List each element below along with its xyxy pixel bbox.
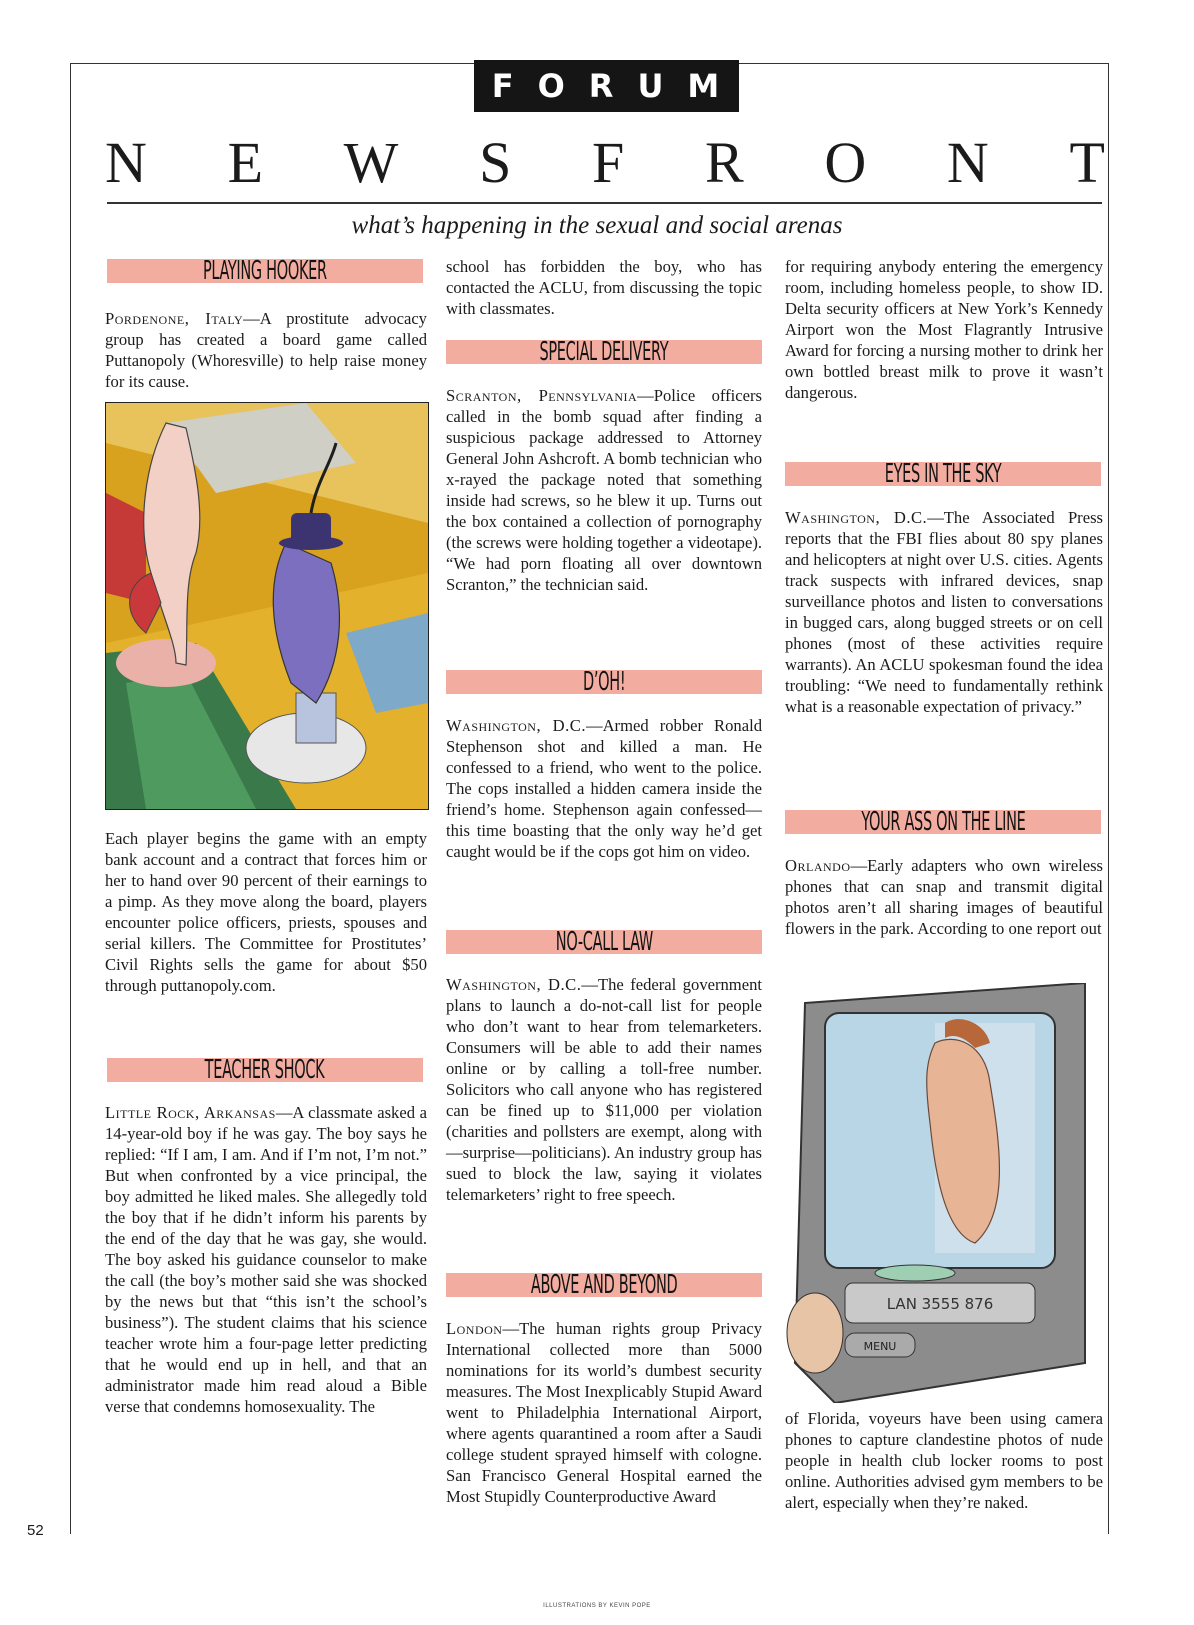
dateline: Washington, D.C. <box>785 508 928 527</box>
article-delivery-body: Scranton, Pennsylvania—Police officers called in the bomb squad after finding a suspicious package addressed to Attorney General John Ashcroft. A bomb technician who x-rayed the package noted that something inside had screws, so he blew it up. Turns out the box contained a collection of pornography (the screws were holding together a videotape). “We had porn floating all over downtown Scranton,” the technician said. <box>446 386 763 594</box>
masthead-letter: F <box>592 129 625 195</box>
illustration-credit: ILLUSTRATIONS BY KEVIN POPE <box>543 1603 651 1609</box>
masthead-letter: O <box>824 129 867 195</box>
headline-no-call-law: NO-CALL LAW <box>446 930 762 954</box>
dateline: Orlando <box>785 856 851 875</box>
headline-playing-hooker: PLAYING HOOKER <box>107 259 423 283</box>
phone-display-text: LAN 3555 876 <box>886 1295 994 1313</box>
phone-menu-label: MENU <box>863 1340 897 1353</box>
masthead-letter: W <box>343 129 399 195</box>
headline-eyes-in-the-sky: EYES IN THE SKY <box>785 462 1101 486</box>
article-teacher-body: Little Rock, Arkansas—A classmate asked a 14-year-old boy if he was gay. The boy says he replied: “If I am, I am. And if I’m not, I’m not.” But when confronted by a vice principal, the boy admitted he liked males. She allegedly told the boy that if he didn’t inform his parents by the end of the day that he was gay, she would. The boy asked his guidance counselor to make the call (the boy’s mother said she was shocked by the news but that “this isn’t the school’s business”). The student claims that his science teacher wrote him a four-page letter predicting that he would end up in hell, and that an administrator made him read aloud a Bible verse that condemns homosexuality. The <box>105 1103 427 1416</box>
article-beyond-continued: for requiring anybody entering the emergency room, including homeless people, to show ID. Delta security officers at New York’s Kennedy Airport won the Most Flagrantly Intrusive Award for forcing a nursing mother to drink her own bottled breast milk to prove it wasn’t dangerous. <box>785 257 1103 402</box>
headline-teacher-shock: TEACHER SHOCK <box>107 1058 423 1082</box>
article-ass-continued: of Florida, voyeurs have been using camera phones to capture clandestine photos of nude people in health club locker rooms to post online. Authorities advised gym members to be alert, especially when they’re naked. <box>785 1409 1103 1512</box>
dateline: Washington, D.C. <box>446 716 586 735</box>
masthead-letter: T <box>1069 129 1105 195</box>
article-nocall-body: Washington, D.C.—The federal government plans to launch a do-not-call list for people who don’t want to hear from telemarketers. Consumers will be able to add their names online or by calling a toll-free number. Solicitors who call anyone who has registered can be fined up to $11,000 per violation (charities and pollsters are exempt, along with—surprise—politicians). An industry group has sued to block the law, saying it violates telemarketers’ right to free speech. <box>446 975 762 1204</box>
dateline: Scranton, Pennsylvania <box>446 386 638 405</box>
dateline: Little Rock, Arkansas <box>105 1103 276 1122</box>
article-hooker-lead: Pordenone, Italy—A prostitute advocacy group has created a board game called Puttanopoly (Whoresville) to help raise money for its cause. <box>105 309 427 391</box>
headline-doh: D’OH! <box>446 670 762 694</box>
headline-your-ass-on-the-line: YOUR ASS ON THE LINE <box>785 810 1101 834</box>
headline-special-delivery: SPECIAL DELIVERY <box>446 340 762 364</box>
article-beyond-body: London—The human rights group Privacy International collected more than 5000 nominations for its world’s dumbest security measures. The Most Inexplicably Stupid Award went to Philadelphia International Airport, where agents quarantined a room after a Saudi college student sprayed himself with cologne. San Francisco General Hospital earned the Most Stupidly Counterproductive Award <box>446 1319 762 1506</box>
masthead-letter: E <box>227 129 263 195</box>
dateline: Pordenone, Italy <box>105 309 244 328</box>
article-hooker-body: Each player begins the game with an empty bank account and a contract that forces him or her to hand over 90 percent of their earnings to a pimp. As they move along the board, players encounter police officers, priests, spouses and serial killers. The Committee for Prostitutes’ Civil Rights sells the game for about $50 through puttanopoly.com. <box>105 829 427 995</box>
masthead-rule <box>107 202 1102 204</box>
page-number: 52 <box>27 1522 44 1539</box>
tagline: what’s happening in the sexual and social arenas <box>351 212 843 239</box>
masthead-letter: N <box>946 129 989 195</box>
article-sky-body: Washington, D.C.—The Associated Press reports that the FBI flies about 80 spy planes and helicopters at night over U.S. cities. Agents track suspects with infrared devices, snap surveillance photos and listen to conversations in bugged cars, along bugged streets or on cell phones (most of these activities require warrants). An ACLU spokesman found the idea troubling: “We need to fundamentally rethink what is a reasonable expectation of privacy.” <box>785 508 1103 716</box>
dateline: Washington, D.C. <box>446 975 582 994</box>
article-ass-body: Orlando—Early adapters who own wireless phones that can snap and transmit digital photos aren’t all sharing images of beautiful flowers in the park. According to one report out <box>785 856 1103 938</box>
masthead-letter: S <box>479 129 512 195</box>
masthead <box>105 130 1105 194</box>
dateline: London <box>446 1319 503 1338</box>
masthead-letter: R <box>704 129 744 195</box>
masthead-letter: N <box>105 129 147 195</box>
article-doh-body: Washington, D.C.—Armed robber Ronald Stephenson shot and killed a man. He confessed to a friend, who went to the police. The cops installed a hidden camera inside the friend’s home. Stephenson again confessed—this time boasting that the only way he’d get caught would be if the cops got him on video. <box>446 716 762 861</box>
board-game-illustration <box>105 402 429 810</box>
forum-label: FORUM <box>474 60 739 112</box>
headline-above-and-beyond: ABOVE AND BEYOND <box>446 1273 762 1297</box>
article-teacher-continued: school has forbidden the boy, who has contacted the ACLU, from discussing the topic with classmates. <box>446 257 762 318</box>
camera-phone-illustration <box>785 983 1103 1403</box>
